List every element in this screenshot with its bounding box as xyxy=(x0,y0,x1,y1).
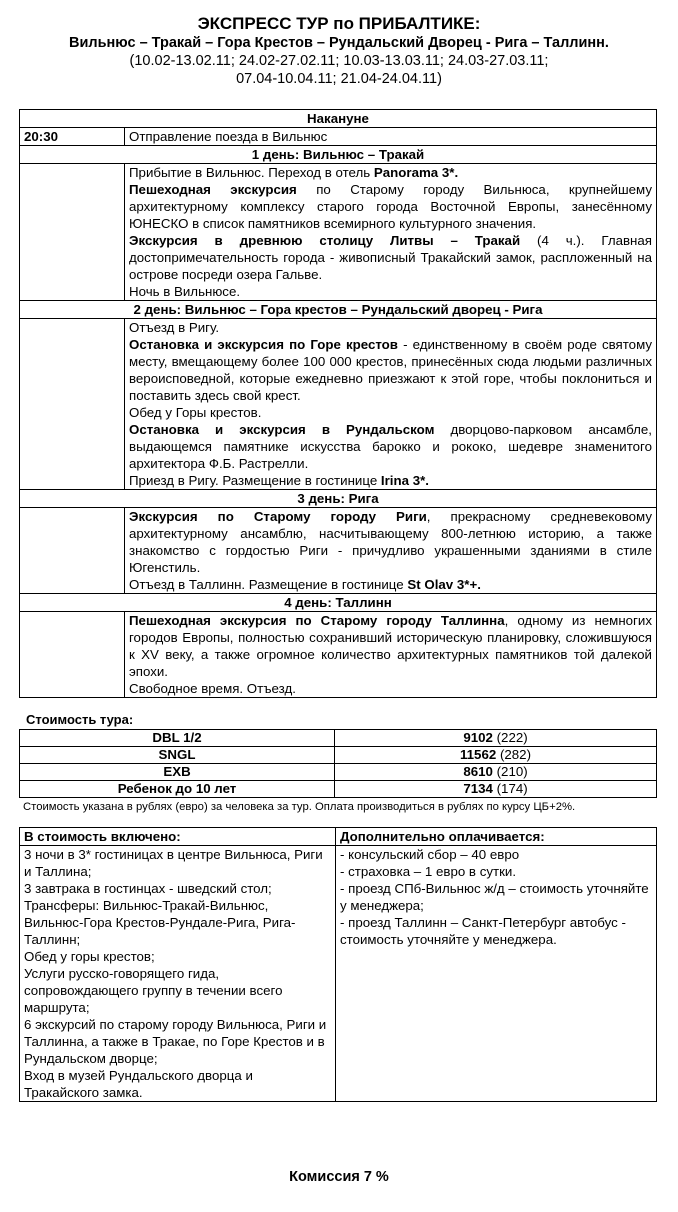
tour-dates-line-2: 07.04-10.04.11; 21.04-24.04.11) xyxy=(236,71,442,87)
inclusions-table xyxy=(19,827,657,1102)
price-category: DBL 1/2 xyxy=(20,730,335,747)
schedule-row xyxy=(20,612,657,698)
time-cell xyxy=(20,164,125,301)
hotel-name: Irina 3*. xyxy=(380,473,429,488)
included-item: Вход в музей Рундальского дворца и Тракайского замка. xyxy=(24,1068,253,1100)
price-row xyxy=(20,764,657,781)
paragraph-text: Отъезд в Таллинн. Размещение в гостинице xyxy=(129,577,408,592)
day-heading-1: 1 день: Вильнюс – Тракай xyxy=(20,146,657,164)
extra-item: - страховка – 1 евро в сутки. xyxy=(340,864,517,879)
price-row xyxy=(20,747,657,764)
hotel-name: Panorama 3*. xyxy=(373,165,459,180)
schedule-row xyxy=(20,319,657,490)
paragraph xyxy=(129,612,652,680)
price-value xyxy=(335,747,657,764)
price-note: Стоимость указана в рублях (евро) за человека за тур. Оплата производиться в рублях по курсу ЦБ+2%. xyxy=(23,801,576,813)
description-cell xyxy=(125,319,657,490)
tour-dates-line-1: (10.02-13.02.11; 24.02-27.02.11; 10.03-13.03.11; 24.03-27.03.11; xyxy=(129,53,549,69)
extra-list xyxy=(336,846,657,1102)
excursion-title: Экскурсия в древнюю столицу Литвы – Тракай xyxy=(129,233,521,248)
description-cell xyxy=(125,508,657,594)
paragraph: Ночь в Вильнюсе. xyxy=(129,284,241,299)
time-cell xyxy=(20,508,125,594)
paragraph-text: (4 ч.). Главная достопримечательность города - живописный Тракайский замок, распложенный на острове посреди озера Гальве. xyxy=(129,233,652,282)
price-category: SNGL xyxy=(20,747,335,764)
schedule-row xyxy=(20,164,657,301)
description-cell xyxy=(125,164,657,301)
price-section-label: Стоимость тура: xyxy=(26,712,134,727)
paragraph-text: дворцово-парковом ансамбле, выдающемся памятнике искусства барокко и рококо, шедевре знаменитого архитектора Ф.Б. Растрелли. xyxy=(129,422,652,471)
price-eur: (282) xyxy=(499,747,531,762)
included-item: 6 экскурсий по старому городу Вильнюса, Риги и Таллинна, а также в Тракае, по Горе Крестов и в Рундальском дворце; xyxy=(24,1017,327,1066)
paragraph xyxy=(129,336,652,404)
description-cell: Отправление поезда в Вильнюс xyxy=(125,128,657,146)
price-row xyxy=(20,730,657,747)
day-heading-3: 3 день: Рига xyxy=(20,490,657,508)
included-item: Услуги русско-говорящего гида, сопровождающего группу в течении всего маршрута; xyxy=(24,966,283,1015)
day-heading-4: 4 день: Таллинн xyxy=(20,594,657,612)
schedule-row xyxy=(20,128,657,146)
inclusions-header-row xyxy=(20,828,657,846)
included-list xyxy=(20,846,336,1102)
paragraph-text: - единственному в своём роде святому месту, вмещающему более 100 000 крестов, принесённых сюда людьми различных вероисповедной, которые ежедневно приезжают к этой горе, чтобы поклониться и поставить здесь свой крест. xyxy=(129,337,653,403)
paragraph: Отъезд в Ригу. xyxy=(129,320,220,335)
schedule-row xyxy=(20,508,657,594)
extra-item: - проезд Таллинн – Санкт-Петербург автобус - стоимость уточняйте у менеджера. xyxy=(340,915,626,947)
included-item: Трансферы: Вильнюс-Тракай-Вильнюс, Вильнюс-Гора Крестов-Рундале-Рига, Рига-Таллинн; xyxy=(24,898,296,947)
day-heading-row xyxy=(20,490,657,508)
price-category: Ребенок до 10 лет xyxy=(20,781,335,798)
price-row xyxy=(20,781,657,798)
price-rub: 9102 xyxy=(463,730,493,745)
paragraph xyxy=(129,472,652,489)
commission-note: Комиссия 7 % xyxy=(289,1169,389,1185)
paragraph xyxy=(129,232,652,283)
paragraph: Обед у Горы крестов. xyxy=(129,405,262,420)
price-value xyxy=(335,781,657,798)
price-eur: (210) xyxy=(496,764,528,779)
price-table xyxy=(19,729,657,798)
day-heading-row xyxy=(20,110,657,128)
paragraph: Свободное время. Отъезд. xyxy=(129,681,296,696)
extra-item: - проезд СПб-Вильнюс ж/д – стоимость уточняйте у менеджера; xyxy=(340,881,649,913)
day-heading-eve: Накануне xyxy=(20,110,657,128)
price-value xyxy=(335,730,657,747)
inclusions-body-row xyxy=(20,846,657,1102)
price-category: EXB xyxy=(20,764,335,781)
tour-route: Вильнюс – Тракай – Гора Крестов – Рундальский Дворец - Рига – Таллинн. xyxy=(69,35,609,51)
paragraph xyxy=(129,164,652,181)
price-eur: (174) xyxy=(496,781,528,796)
time-cell xyxy=(20,319,125,490)
paragraph xyxy=(129,576,652,593)
excursion-title: Остановка и экскурсия в Рундальском xyxy=(129,422,435,437)
price-rub: 8610 xyxy=(463,764,493,779)
excursion-title: Пешеходная экскурсия по Старому городу Таллинна xyxy=(129,613,505,628)
paragraph-text: , прекрасному средневековому архитектурному ансамблю, насчитывающему 800-летнюю историю, а также знакомство с гордостью Риги - причудливо украшенными зданиями в стиле Югенстиль. xyxy=(129,509,652,575)
paragraph-text: по Старому городу Вильнюса, крупнейшему архитектурному комплексу старого города Восточной Европы, занесённому ЮНЕСКО в список памятников всемирного культурного значения. xyxy=(129,182,652,231)
day-heading-row xyxy=(20,301,657,319)
hotel-name: St Olav 3*+. xyxy=(407,577,481,592)
included-item: 3 завтрака в гостинцах - шведский стол; xyxy=(24,881,272,896)
included-item: 3 ночи в 3* гостиницах в центре Вильнюса, Риги и Таллина; xyxy=(24,847,323,879)
excursion-title: Остановка и экскурсия по Горе крестов xyxy=(129,337,398,352)
included-heading: В стоимость включено: xyxy=(20,828,336,846)
paragraph-text: Приезд в Ригу. Размещение в гостинице xyxy=(129,473,381,488)
extra-heading: Дополнительно оплачивается: xyxy=(336,828,657,846)
tour-title: ЭКСПРЕСС ТУР по ПРИБАЛТИКЕ: xyxy=(197,14,481,33)
document-header xyxy=(0,14,678,88)
excursion-title: Экскурсия по Старому городу Риги xyxy=(129,509,427,524)
price-rub: 11562 xyxy=(460,747,497,762)
price-eur: (222) xyxy=(496,730,528,745)
paragraph-text: Прибытие в Вильнюс. Переход в отель xyxy=(129,165,374,180)
day-heading-2: 2 день: Вильнюс – Гора крестов – Рундальский дворец - Рига xyxy=(20,301,657,319)
price-value xyxy=(335,764,657,781)
included-item: Обед у горы крестов; xyxy=(24,949,155,964)
paragraph xyxy=(129,421,652,472)
time-cell: 20:30 xyxy=(20,128,125,146)
paragraph xyxy=(129,181,652,232)
day-heading-row xyxy=(20,146,657,164)
extra-item: - консульский сбор – 40 евро xyxy=(340,847,520,862)
time-cell xyxy=(20,612,125,698)
program-table xyxy=(19,109,657,698)
paragraph xyxy=(129,508,652,576)
description-cell xyxy=(125,612,657,698)
paragraph-text: , одному из немногих городов Европы, полностью сохранивший историческую планировку, сложившуюся к XV веку, а также огромное количество архитектурных памятников той далекой эпохи. xyxy=(129,613,652,679)
excursion-title: Пешеходная экскурсия xyxy=(129,182,297,197)
price-rub: 7134 xyxy=(463,781,493,796)
day-heading-row xyxy=(20,594,657,612)
